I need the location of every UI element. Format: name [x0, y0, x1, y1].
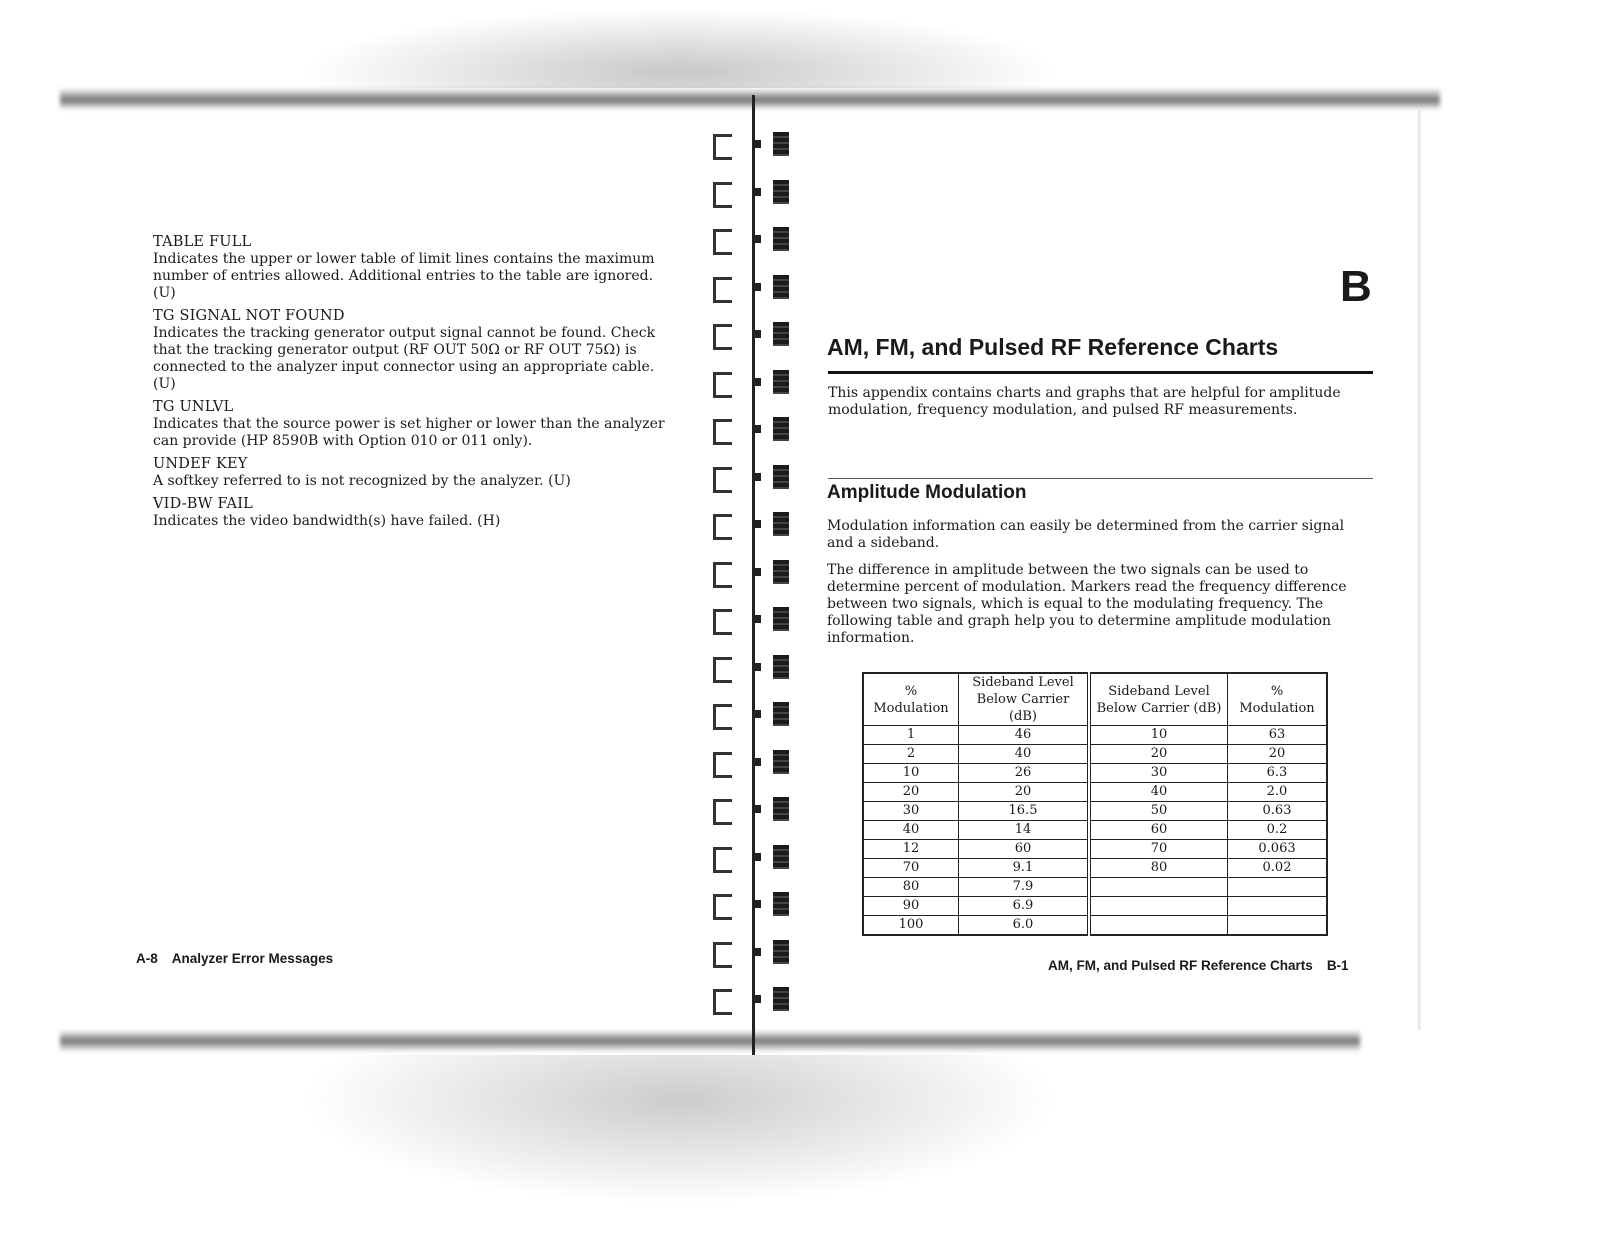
table-body [863, 726, 1327, 936]
table-cell: 20 [1089, 745, 1228, 764]
binding-ring [713, 180, 793, 204]
body-paragraph: The difference in amplitude between the two signals can be used to determine percent of modulation. Markers read the frequency difference between two signals, which is equal to the modulating frequency. The following table and graph help you to determine amplitude modulation information. [827, 562, 1347, 646]
table-cell: 40 [1089, 783, 1228, 802]
table-cell: 1 [863, 726, 959, 745]
left-page-content [153, 234, 673, 536]
table-cell: 0.02 [1228, 859, 1328, 878]
binding-ring [713, 655, 793, 679]
table-cell: 2 [863, 745, 959, 764]
table-cell: 50 [1089, 802, 1228, 821]
am-reference-table [862, 672, 1328, 936]
table-cell: 40 [959, 745, 1090, 764]
binding-ring [713, 370, 793, 394]
binding-ring [713, 512, 793, 536]
binding-ring [713, 845, 793, 869]
chapter-rule [828, 371, 1373, 374]
error-description: A softkey referred to is not recognized by the analyzer. (U) [153, 473, 571, 489]
table-cell: 46 [959, 726, 1090, 745]
table-cell [1228, 878, 1328, 897]
page-edge [1418, 110, 1422, 1030]
table-cell: 60 [1089, 821, 1228, 840]
page-number: B-1 [1326, 958, 1349, 973]
error-entry [153, 234, 673, 302]
chapter-title: AM, FM, and Pulsed RF Reference Charts [827, 334, 1279, 360]
binding-ring [713, 275, 793, 299]
right-page-footer [1048, 958, 1349, 973]
table-cell: 6.0 [959, 916, 1090, 936]
table-cell [1089, 897, 1228, 916]
binding-ring [713, 322, 793, 346]
scan-shadow-bottom [60, 1030, 1360, 1052]
table-cell: 0.63 [1228, 802, 1328, 821]
table-cell: 10 [863, 764, 959, 783]
table-cell: 100 [863, 916, 959, 936]
table-row [863, 745, 1327, 764]
scan-shadow-bottom-glare [300, 1055, 1060, 1205]
table-cell: 12 [863, 840, 959, 859]
table-row [863, 783, 1327, 802]
table-cell: 90 [863, 897, 959, 916]
table-cell: 80 [1089, 859, 1228, 878]
binding-ring [713, 607, 793, 631]
binding-ring [713, 750, 793, 774]
column-header: % Modulation [1228, 673, 1328, 726]
body-paragraph: Modulation information can easily be determined from the carrier signal and a sideband. [827, 518, 1345, 551]
binding-ring [713, 560, 793, 584]
table-cell [1228, 897, 1328, 916]
column-header: % Modulation [863, 673, 959, 726]
table-row [863, 726, 1327, 745]
table-cell [1228, 916, 1328, 936]
binding-ring [713, 892, 793, 916]
table-cell: 63 [1228, 726, 1328, 745]
section-rule [828, 478, 1373, 479]
table-cell: 60 [959, 840, 1090, 859]
table-cell: 20 [1228, 745, 1328, 764]
footer-section-title: Analyzer Error Messages [171, 951, 334, 966]
table-row [863, 802, 1327, 821]
table-cell: 0.2 [1228, 821, 1328, 840]
table-cell: 40 [863, 821, 959, 840]
error-description: Indicates the upper or lower table of limit lines contains the maximum number of entries allowed. Additional entries to the table are ignored. (U) [153, 251, 655, 301]
table-cell: 30 [863, 802, 959, 821]
error-title: TG SIGNAL NOT FOUND [153, 308, 345, 324]
binding-ring [713, 987, 793, 1011]
table-row [863, 840, 1327, 859]
table-cell: 9.1 [959, 859, 1090, 878]
table-cell: 20 [863, 783, 959, 802]
table-cell: 14 [959, 821, 1090, 840]
table-cell: 80 [863, 878, 959, 897]
column-header: Sideband Level Below Carrier (dB) [959, 673, 1090, 726]
table-cell: 10 [1089, 726, 1228, 745]
binding-ring [713, 417, 793, 441]
table-cell: 2.0 [1228, 783, 1328, 802]
page-number: A-8 [136, 951, 158, 966]
error-entry [153, 456, 673, 490]
table-row [863, 821, 1327, 840]
scan-shadow-top [60, 88, 1440, 110]
binding-ring [713, 702, 793, 726]
binding-ring [713, 465, 793, 489]
error-description: Indicates the video bandwidth(s) have failed. (H) [153, 513, 501, 529]
table-row [863, 859, 1327, 878]
error-entry [153, 496, 673, 530]
binding-ring [713, 940, 793, 964]
table-cell [1089, 916, 1228, 936]
column-header: Sideband Level Below Carrier (dB) [1089, 673, 1228, 726]
table-cell: 0.063 [1228, 840, 1328, 859]
table-row [863, 916, 1327, 936]
table-cell: 16.5 [959, 802, 1090, 821]
error-title: UNDEF KEY [153, 456, 248, 472]
table-cell: 7.9 [959, 878, 1090, 897]
table-cell: 26 [959, 764, 1090, 783]
binding-ring [713, 132, 793, 156]
table-cell: 30 [1089, 764, 1228, 783]
error-entry [153, 399, 673, 450]
table-row [863, 764, 1327, 783]
table-cell: 20 [959, 783, 1090, 802]
appendix-letter: B [1340, 262, 1372, 311]
footer-section-title: AM, FM, and Pulsed RF Reference Charts [1048, 958, 1313, 973]
scan-shadow-top-glare [300, 8, 1060, 88]
binding-ring [713, 227, 793, 251]
error-description: Indicates that the source power is set higher or lower than the analyzer can provide (HP 8590B with Option 010 or 011 only). [153, 416, 665, 449]
table-cell: 70 [863, 859, 959, 878]
table-row [863, 878, 1327, 897]
error-description: Indicates the tracking generator output signal cannot be found. Check that the tracking generator output (RF OUT 50Ω or RF OUT 75Ω) is connected to the analyzer input connector using an appropriate cable. (U) [153, 325, 656, 392]
error-title: VID-BW FAIL [153, 496, 253, 512]
table-cell: 6.9 [959, 897, 1090, 916]
section-title: Amplitude Modulation [827, 482, 1027, 503]
chapter-intro: This appendix contains charts and graphs that are helpful for amplitude modulation, frequency modulation, and pulsed RF measurements. [828, 385, 1341, 418]
error-title: TABLE FULL [153, 234, 252, 250]
table-cell [1089, 878, 1228, 897]
error-title: TG UNLVL [153, 399, 234, 415]
table-header-row [863, 673, 1327, 726]
table-cell: 6.3 [1228, 764, 1328, 783]
binding-ring [713, 797, 793, 821]
table-row [863, 897, 1327, 916]
left-page-footer [136, 951, 347, 966]
table-cell: 70 [1089, 840, 1228, 859]
error-entry [153, 308, 673, 393]
